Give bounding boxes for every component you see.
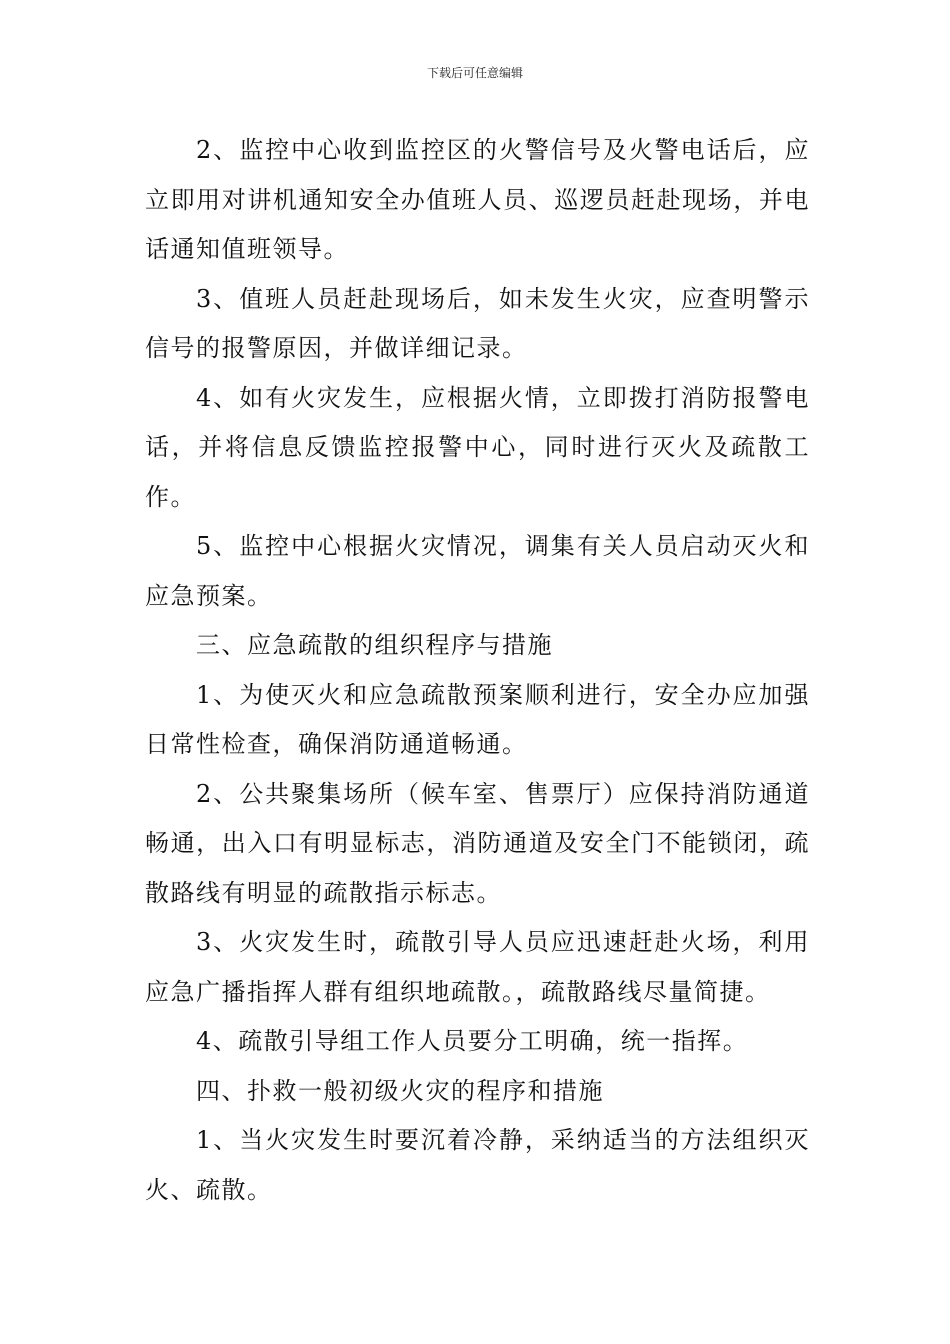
paragraph-team-division: 4、疏散引导组工作人员要分工明确，统一指挥。 <box>196 1027 749 1055</box>
paragraph-stay-calm: 1、当火灾发生时要沉着冷静，采纳适当的方法组织灭火、疏散。 <box>145 1126 810 1204</box>
paragraph-fire-report: 4、如有火灾发生，应根据火情，立即拨打消防报警电话，并将信息反馈监控报警中心，同时进行灭火及疏散工作。 <box>145 383 810 511</box>
paragraph-duty-staff-check: 3、值班人员赶赴现场后，如未发生火灾，应查明警示信号的报警原因，并做详细记录。 <box>145 284 810 362</box>
document-body <box>145 126 810 1215</box>
paragraph-daily-inspection: 1、为使灭火和应急疏散预案顺利进行，安全办应加强日常性检查，确保消防通道畅通。 <box>145 680 810 758</box>
paragraph-emergency-plan: 5、监控中心根据火灾情况，调集有关人员启动灭火和应急预案。 <box>145 532 810 610</box>
section-heading-firefighting: 四、扑救一般初级火灾的程序和措施 <box>196 1076 604 1105</box>
section-heading-evacuation: 三、应急疏散的组织程序与措施 <box>196 631 553 659</box>
page-header: 下载后可任意编辑 <box>426 66 523 80</box>
paragraph-public-places: 2、公共聚集场所（候车室、售票厅）应保持消防通道畅通，出入口有明显标志，消防通道及安全门不能锁闭，疏散路线有明显的疏散指示标志。 <box>145 779 810 907</box>
paragraph-monitor-center-alarm: 2、监控中心收到监控区的火警信号及火警电话后，应立即用对讲机通知安全办值班人员、巡逻员赶赴现场，并电话通知值班领导。 <box>145 136 810 263</box>
paragraph-evacuation-guide: 3、火灾发生时，疏散引导人员应迅速赶赴火场，利用应急广播指挥人群有组织地疏散。，疏散路线尽量简捷。 <box>145 928 810 1006</box>
